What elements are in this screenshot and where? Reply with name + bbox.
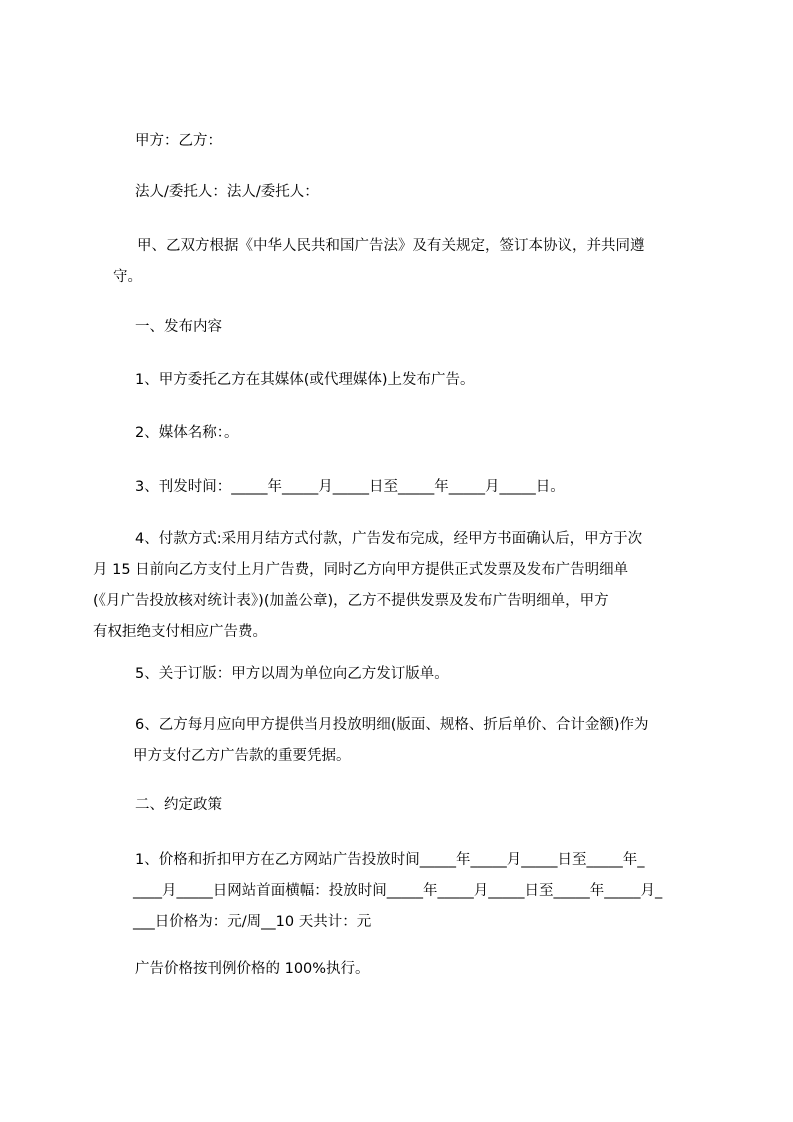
section1-item5: 5、关于订版：甲方以周为单位向乙方发订版单。 xyxy=(135,666,449,682)
section2-heading: 二、约定政策 xyxy=(135,797,222,813)
legal-representative-line: 法人/委托人：法人/委托人： xyxy=(135,184,319,200)
section2-item1-line: 1、价格和折扣甲方在乙方网站广告投放时间_____年_____月_____日至_____年_ xyxy=(135,852,645,868)
section2-item1-line: ___日价格为：元/周__10 天共计：元 xyxy=(133,914,372,930)
item6-line: 甲方支付乙方广告款的重要凭据。 xyxy=(133,748,351,764)
item4-line: 有权拒绝支付相应广告费。 xyxy=(93,624,267,640)
section1-item3: 3、刊发时间：_____年_____月_____日至_____年_____月_____日。 xyxy=(135,479,565,495)
section1-item1: 1、甲方委托乙方在其媒体(或代理媒体)上发布广告。 xyxy=(135,372,475,388)
section1-item4-paragraph xyxy=(93,524,715,648)
section1-item6-paragraph xyxy=(135,710,715,772)
item4-line: (《月广告投放核对统计表》)(加盖公章)，乙方不提供发票及发布广告明细单，甲方 xyxy=(93,593,609,609)
preamble-paragraph xyxy=(113,231,715,293)
section1-heading: 一、发布内容 xyxy=(135,319,222,335)
section2-item1-paragraph xyxy=(135,845,715,938)
item6-line: 6、乙方每月应向甲方提供当月投放明细(版面、规格、折后单价、合计金额)作为 xyxy=(135,717,649,733)
parties-line: 甲方：乙方： xyxy=(135,133,222,149)
item4-line: 月 15 日前向乙方支付上月广告费，同时乙方向甲方提供正式发票及发布广告明细单 xyxy=(93,562,629,578)
preamble-line: 守。 xyxy=(113,269,142,285)
section1-item2: 2、媒体名称：。 xyxy=(135,425,239,441)
price-note: 广告价格按刊例价格的 100%执行。 xyxy=(135,961,370,977)
section2-item1-line: ____月_____日网站首面横幅：投放时间_____年_____月_____日至_____年_____月_ xyxy=(133,883,663,899)
item4-line: 4、付款方式:采用月结方式付款，广告发布完成，经甲方书面确认后，甲方于次 xyxy=(135,531,643,547)
preamble-line: 甲、乙双方根据《中华人民共和国广告法》及有关规定，签订本协议，并共同遵 xyxy=(137,238,645,254)
